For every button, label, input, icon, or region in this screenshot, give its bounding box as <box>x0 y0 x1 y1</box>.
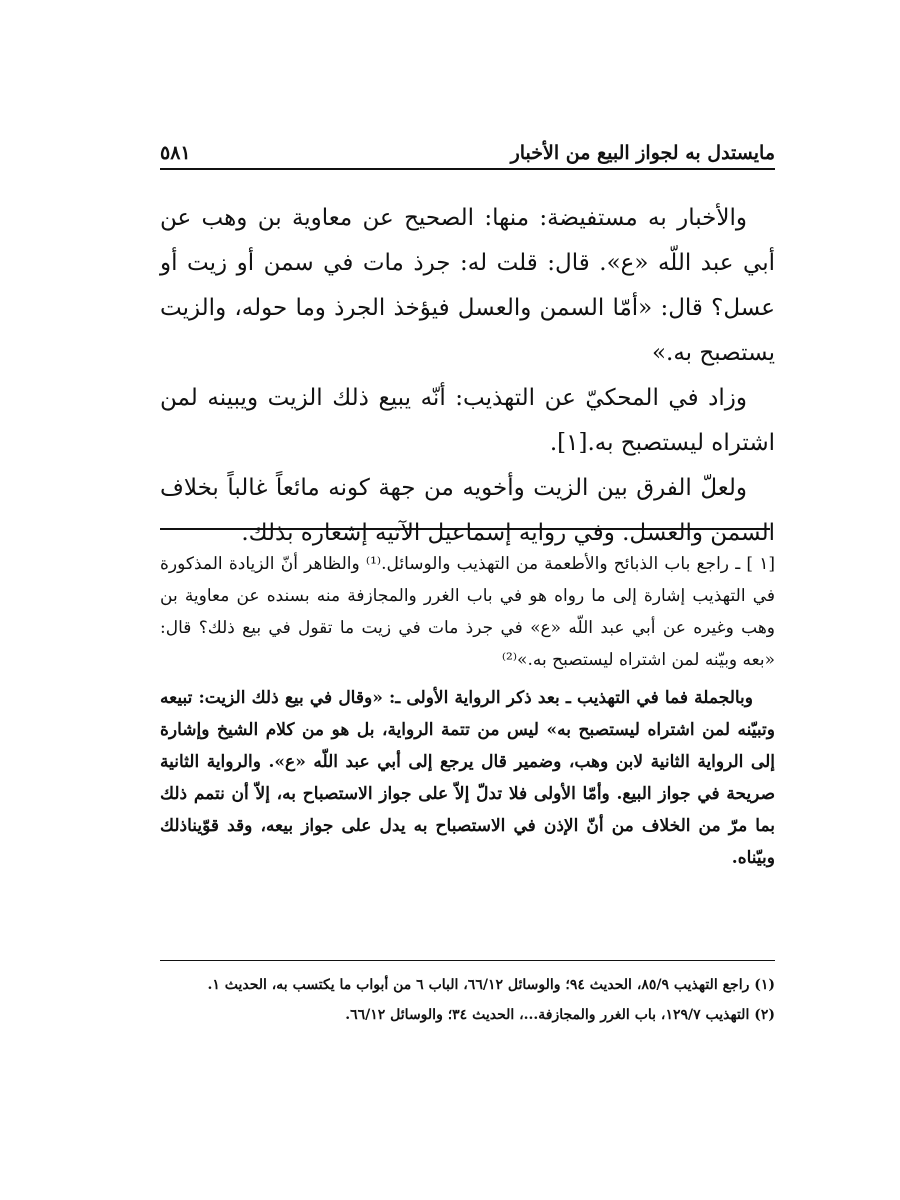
footnote-item: (١) راجع التهذيب ٨٥/٩، الحديث ٩٤؛ والوسائل ٦٦/١٢، الباب ٦ من أبواب ما يكتسب به، الحديث ١. <box>207 977 775 993</box>
commentary-notes <box>160 548 775 874</box>
main-paragraph: ولعلّ الفرق بين الزيت وأخويه من جهة كونه مائعاً غالباً بخلاف السمن والعسل. وفي رواية إسماعيل الآتية إشعاره بذلك. <box>160 475 775 546</box>
footnotes <box>160 970 775 1030</box>
main-text <box>160 196 775 556</box>
running-title: مايستدل به لجواز البيع من الأخبار <box>510 142 775 164</box>
main-paragraph: والأخبار به مستفيضة: منها: الصحيح عن معاوية بن وهب عن أبي عبد اللّه «ع». قال: قلت له: جرذ مات في سمن أو زيت أو عسل؟ قال: «أمّا السمن والعسل فيؤخذ الجرذ وما حوله، والزيت يستصبح به.» <box>160 205 775 366</box>
notes-divider <box>160 528 770 530</box>
page-header <box>160 128 775 164</box>
page-number: ٥٨١ <box>160 142 191 164</box>
commentary-paragraph: [١ ] ـ راجع باب الذبائح والأطعمة من التهذيب والوسائل.⁽¹⁾ والظاهر أنّ الزيادة المذكورة في التهذيب إشارة إلى ما رواه هو في باب الغرر والمجازفة منه بسنده عن معاوية بن وهب وغيره عن أبي عبد اللّه «ع» في جرذ مات في زيت ما تقول في بيع ذلك؟ قال: «بعه وبيّنه لمن اشتراه ليستصبح به.»⁽²⁾ <box>160 554 775 670</box>
main-paragraph: وزاد في المحكيّ عن التهذيب: أنّه يبيع ذلك الزيت ويبينه لمن اشتراه ليستصبح به.[١]. <box>160 385 775 456</box>
header-divider <box>160 168 775 170</box>
commentary-paragraph: وبالجملة فما في التهذيب ـ بعد ذكر الرواية الأولى ـ: «وقال في بيع ذلك الزيت: تبيعه وتبيّنه لمن اشتراه ليستصبح به» ليس من تتمة الرواية، بل هو من كلام الشيخ وإشارة إلى الرواية الثانية لابن وهب، وضمير قال يرجع إلى أبي عبد اللّه «ع». والرواية الثانية صريحة في جواز البيع. وأمّا الأولى فلا تدلّ إلاّ على جواز الاستصباح به، إلاّ أن نتمم ذلك بما مرّ من الخلاف من أنّ الإذن في الاستصباح به يدل على جواز بيعه، وقد قوّيناذلك وبيّناه. <box>160 688 775 868</box>
footnote-divider <box>160 960 775 961</box>
footnote-item: (٢) التهذيب ١٢٩/٧، باب الغرر والمجازفة...، الحديث ٣٤؛ والوسائل ٦٦/١٢. <box>345 1007 775 1023</box>
